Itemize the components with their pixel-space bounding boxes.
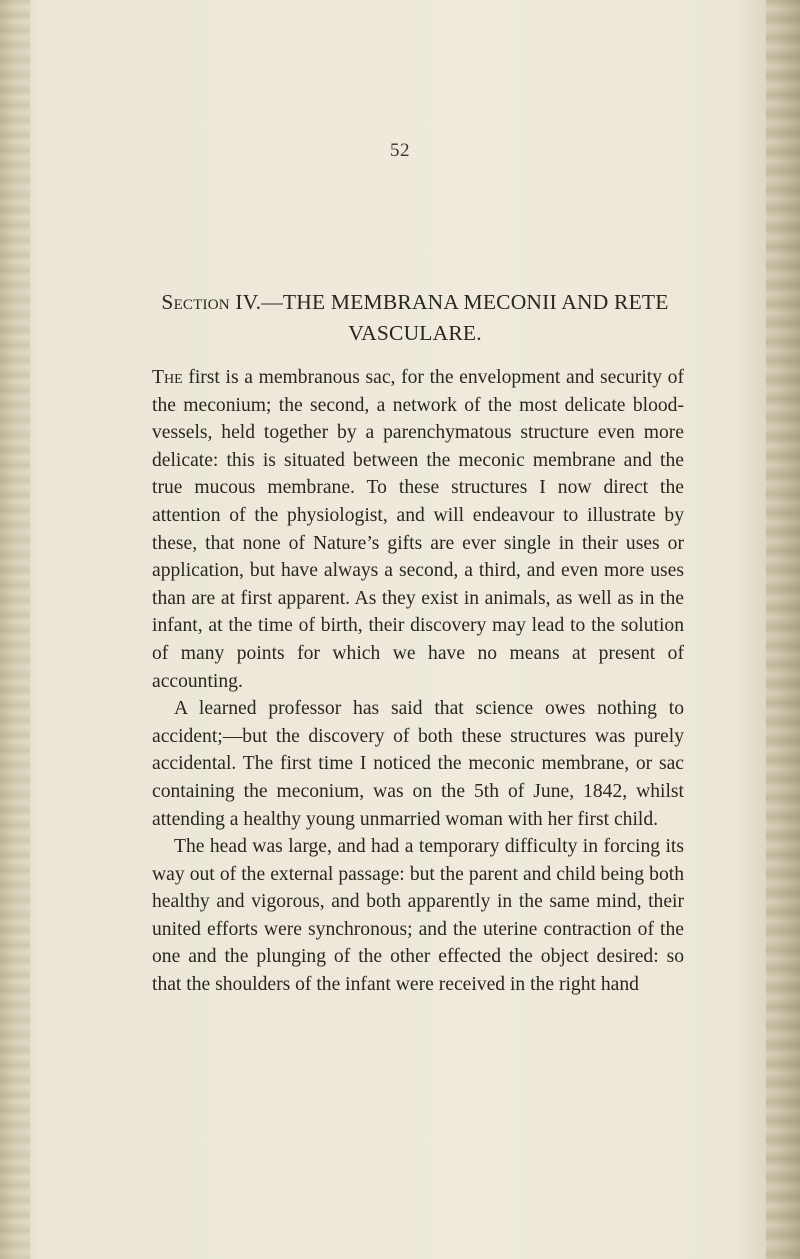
paragraph-2: A learned professor has said that science owes nothing to accident;—but the discovery of both these structures was purely accidental. The first time I noticed the meconic membrane, or sac containing the meconium, was on the 5th of June, 1842, whilst attending a healthy young unmarried woman with her first child. xyxy=(152,698,684,830)
page-left-edge xyxy=(0,0,30,1259)
paragraph-1 xyxy=(152,364,684,695)
body-text xyxy=(152,364,684,999)
section-title: IV.—THE MEMBRANA MECONII AND RETE VASCULARE. xyxy=(235,290,669,345)
paragraph-3: The head was large, and had a temporary difficulty in forcing its way out of the external passage: but the parent and child being both healthy and vigorous, and both apparently in the same mind, their united efforts were synchronous; and the uterine contraction of the one and the plunging of the other effected the object desired: so that the shoulders of the infant were received in the right hand xyxy=(152,836,684,996)
section-heading xyxy=(150,287,680,349)
paragraph-text: first is a membranous sac, for the envelopment and security of the meconium; the second, a network of the most delicate blood-vessels, held together by a parenchymatous structure even more delicate: this is situated between the meconic membrane and the true mucous membrane. To these structures I now direct the attention of the physiologist, and will endeavour to illustrate by these, that none of Nature’s gifts are ever single in their uses or application, but have always a second, a third, and even more uses than are at first apparent. As they exist in animals, as well as in the infant, at the time of birth, their discovery may lead to the solution of many points for which we have no means at present of accounting. xyxy=(152,367,684,692)
page-right-edge xyxy=(766,0,800,1259)
section-label: Section xyxy=(161,290,230,314)
paragraph-lead-word: The xyxy=(152,367,183,388)
page-number: 52 xyxy=(390,140,410,161)
